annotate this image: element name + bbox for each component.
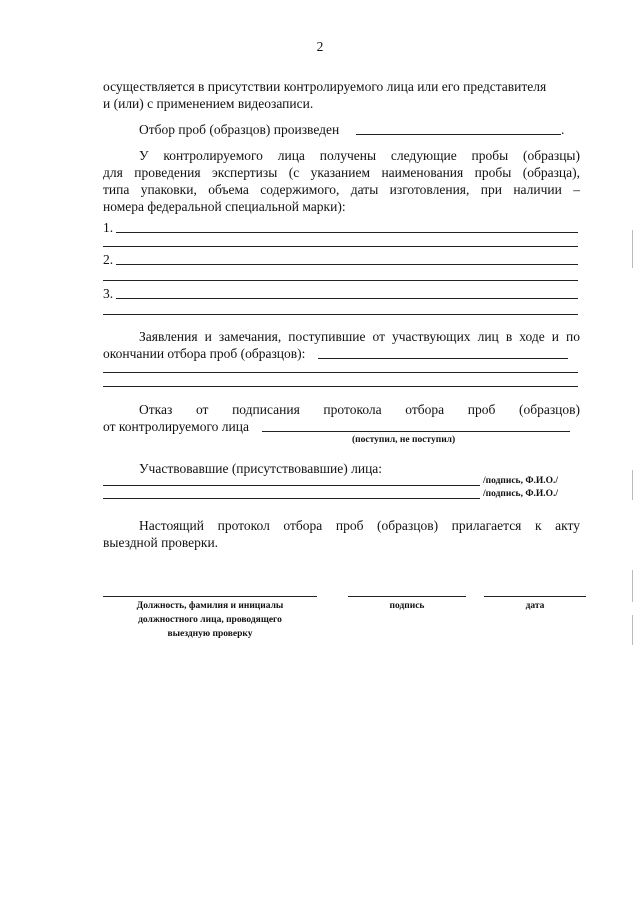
- sampling-label: Отбор проб (образцов) произведен: [139, 122, 340, 137]
- statements-field-2[interactable]: [103, 372, 578, 373]
- sample-item-3-label: 3.: [103, 286, 114, 301]
- sample-item-2-field[interactable]: [116, 264, 578, 265]
- statements-field-1[interactable]: [318, 358, 568, 359]
- sample-item-2-field-2[interactable]: [103, 280, 578, 281]
- signature-caption: подпись: [389, 601, 425, 611]
- refusal-line-1: Отказ от подписания протокола отбора проб (образцов): [139, 402, 580, 417]
- statements-field-3[interactable]: [103, 386, 578, 387]
- samples-line-1: У контролируемого лица получены следующие пробы (образцы): [139, 148, 580, 163]
- sampling-field[interactable]: [356, 134, 561, 135]
- intro-line-1: осуществляется в присутствии контролируемого лица или его представителя: [103, 79, 547, 94]
- statements-line-2: окончании отбора проб (образцов):: [103, 346, 306, 361]
- position-field[interactable]: [103, 596, 317, 597]
- participant-1-field[interactable]: [103, 485, 480, 486]
- attachment-line-1: Настоящий протокол отбора проб (образцов) прилагается к акту: [139, 518, 580, 533]
- position-caption-3: выездную проверку: [167, 629, 253, 639]
- page-number: 2: [316, 39, 324, 54]
- refusal-field[interactable]: [262, 431, 570, 432]
- attachment-line-2: выездной проверки.: [103, 535, 219, 550]
- scan-edge-mark: [632, 470, 633, 500]
- intro-line-2: и (или) с применением видеозаписи.: [103, 96, 314, 111]
- scan-edge-mark: [632, 570, 633, 602]
- participants-label: Участвовавшие (присутствовавшие) лица:: [139, 461, 383, 476]
- participant-1-sign: /подпись, Ф.И.О./: [483, 476, 559, 486]
- date-field[interactable]: [484, 596, 586, 597]
- sample-item-3-field-2[interactable]: [103, 314, 578, 315]
- samples-line-2: для проведения экспертизы (с указанием наименования пробы (образца),: [103, 165, 580, 180]
- scan-edge-mark: [632, 230, 633, 268]
- signature-field[interactable]: [348, 596, 466, 597]
- sample-item-1-field[interactable]: [116, 232, 578, 233]
- refusal-note: (поступил, не поступил): [352, 435, 456, 445]
- position-caption-1: Должность, фамилия и инициалы: [136, 601, 284, 611]
- samples-line-3: типа упаковки, объема содержимого, даты изготовления, при наличии –: [103, 182, 580, 197]
- statements-line-1: Заявления и замечания, поступившие от участвующих лиц в ходе и по: [139, 329, 580, 344]
- sample-item-2-label: 2.: [103, 252, 114, 267]
- position-caption-2: должностного лица, проводящего: [138, 615, 282, 625]
- participant-2-field[interactable]: [103, 498, 480, 499]
- scan-edge-mark: [632, 615, 633, 645]
- sample-item-1-field-2[interactable]: [103, 246, 578, 247]
- sample-item-1-label: 1.: [103, 220, 114, 235]
- sampling-end: .: [561, 122, 565, 137]
- date-caption: дата: [525, 601, 545, 611]
- samples-line-4: номера федеральной специальной марки):: [103, 199, 346, 214]
- sample-item-3-field[interactable]: [116, 298, 578, 299]
- participant-2-sign: /подпись, Ф.И.О./: [483, 489, 559, 499]
- refusal-line-2: от контролируемого лица: [103, 419, 249, 434]
